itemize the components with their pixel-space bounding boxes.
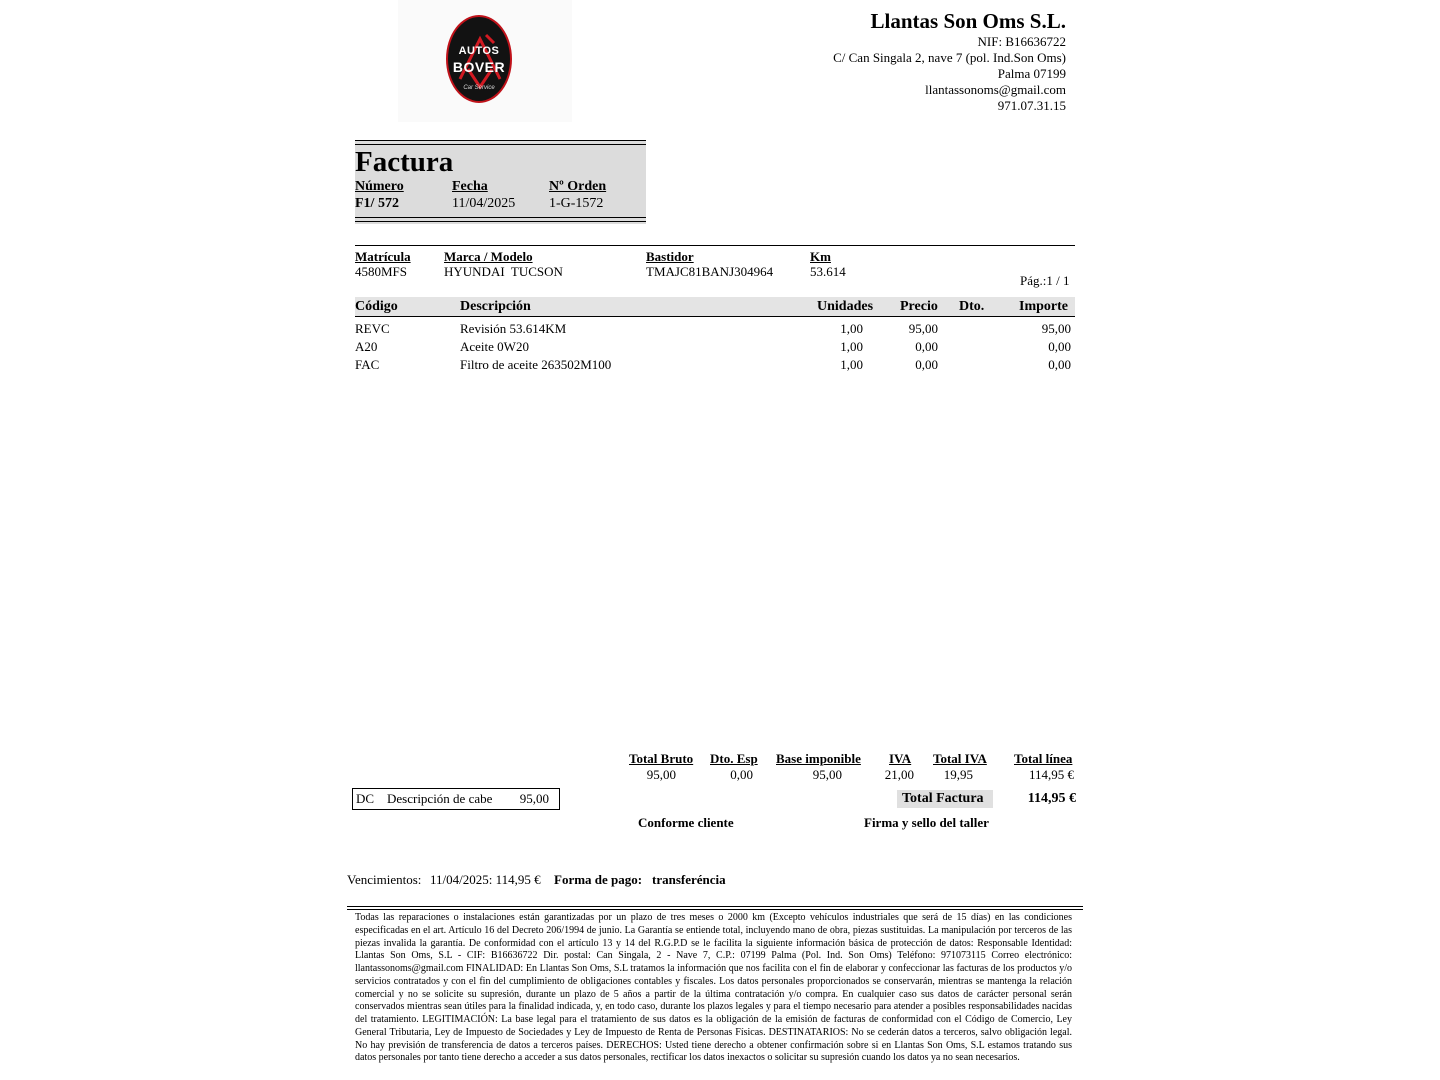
dto-esp-label: Dto. Esp [710, 751, 758, 766]
col-precio: Precio [900, 299, 938, 314]
row-importe: 0,00 [1048, 339, 1071, 354]
row-unidades: 1,00 [840, 339, 863, 354]
row-precio: 0,00 [915, 339, 938, 354]
company-nif: NIF: B16636722 [977, 34, 1066, 49]
total-factura-label: Total Factura [902, 791, 984, 806]
vencimientos-label: Vencimientos: [347, 872, 422, 887]
row-importe: 0,00 [1048, 357, 1071, 372]
logo-text-main: BOVER [452, 59, 506, 75]
company-phone: 971.07.31.15 [997, 98, 1066, 113]
dc-amount: 95,00 [519, 791, 549, 806]
bastidor-value: TMAJC81BANJ304964 [646, 264, 774, 279]
divider [355, 316, 1075, 317]
row-importe: 95,00 [1041, 321, 1071, 336]
dc-code: DC [356, 791, 375, 806]
company-name: Llantas Son Oms S.L. [870, 9, 1066, 33]
marca-value: HYUNDAI TUCSON [444, 264, 563, 279]
legal-terms: Todas las reparaciones o instalaciones están garantizadas por un plazo de tres meses o 2000 km (Excepto vehículos industriales que será de 15 días) en las condiciones especificadas en el art. Artículo 16 del Decreto 206/1994 de junio. La Garantía se entiende total, incluyendo mano de obra, piezas sustituidas. La manipulación por terceros de las piezas invalida la garantía. De conformidad con el artículo 13 y 14 del R.G.P.D se le facilita la siguiente información básica de protección de datos: Responsable Identidad: Llantas Son Oms, S.L - CIF: B16636722 Dir. postal: Can Singala, 2 - Nave 7, C.P.: 07199 Palma (Pol. Ind. Son Oms) Teléfono: 971073115 Correo electrónico: llantassonoms@gmail.com FINALIDAD: En Llantas Son Oms, S.L tratamos la información que nos facilita con el fin de elaborar y confeccionar las facturas de los productos y/o servicios contratados y con el fin del cumplimiento de obligaciones contables y fiscales. Los datos personales proporcionados se conservarán, mientras se mantenga la relación comercial y no se solicite su supresión, durante un plazo de 5 años a partir de la última contratación y/o compra. En cualquier caso sus datos de carácter personal serán conservados mientras sean útiles para la finalidad indicada, y, en todo caso, durante los plazos legales y para el tiempo necesario para atender a posibles responsabilidades nacidas del tratamiento. LEGITIMACIÓN: La base legal para el tratamiento de sus datos es la obligación de la emisión de facturas de conformidad con el Código de Comercio, Ley General Tributaria, Ley de Impuesto de Sociedades y Ley de Impuesto de Renta de Personas Físicas. DESTINATARIOS: No se cederán datos a terceros, salvo obligación legal. No hay previsión de transferencia de datos a terceros países. DERECHOS: Usted tiene derecho a obtener confirmación sobre si en Llantas Son Oms, S.L estamos tratando sus datos personales por tanto tiene derecho a acceder a sus datos personales, rectificar los datos inexactos o solicitar su supresión cuando los datos ya no sean necesarios. [355, 912, 1072, 1064]
km-label: Km [810, 249, 831, 264]
page-number: Pág.:1 / 1 [1020, 273, 1070, 288]
signature-taller: Firma y sello del taller [864, 815, 989, 830]
row-descripcion: Revisión 53.614KM [460, 321, 567, 336]
vencimientos-value: 11/04/2025: 114,95 € [430, 872, 541, 887]
col-descripcion: Descripción [460, 299, 531, 314]
row-codigo: REVC [355, 321, 390, 336]
total-iva-label: Total IVA [933, 751, 987, 766]
divider [347, 909, 1083, 910]
col-codigo: Código [355, 299, 398, 314]
dto-esp-value: 0,00 [730, 767, 753, 782]
orden-label: Nº Orden [549, 179, 607, 194]
row-unidades: 1,00 [840, 321, 863, 336]
divider [355, 221, 646, 222]
invoice-order: 1-G-1572 [549, 196, 604, 211]
signature-cliente: Conforme cliente [638, 815, 734, 830]
divider [355, 245, 1075, 246]
col-dto: Dto. [959, 299, 985, 314]
row-descripcion: Aceite 0W20 [460, 339, 529, 354]
company-address: C/ Can Singala 2, nave 7 (pol. Ind.Son Oms) [833, 50, 1066, 65]
dc-description: Descripción de cabe [387, 791, 493, 806]
base-imponible-value: 95,00 [812, 767, 842, 782]
row-descripcion: Filtro de aceite 263502M100 [460, 357, 612, 372]
company-city: Palma 07199 [997, 66, 1066, 81]
iva-label: IVA [889, 751, 912, 766]
total-linea-value: 114,95 € [1028, 767, 1074, 782]
invoice-date: 11/04/2025 [452, 196, 516, 211]
total-bruto-label: Total Bruto [629, 751, 694, 766]
total-iva-value: 19,95 [943, 767, 973, 782]
invoice-title: Factura [355, 146, 454, 178]
divider [355, 140, 646, 141]
divider [355, 217, 646, 218]
dc-box [352, 788, 560, 810]
row-precio: 0,00 [915, 357, 938, 372]
total-factura-value: 114,95 € [1027, 791, 1076, 806]
divider [347, 906, 1083, 907]
matricula-label: Matrícula [355, 249, 411, 264]
row-unidades: 1,00 [840, 357, 863, 372]
row-precio: 95,00 [908, 321, 938, 336]
bastidor-label: Bastidor [646, 249, 694, 264]
company-logo [446, 15, 512, 103]
forma-pago-value: transferéncia [652, 872, 726, 887]
logo-text-sub: Car Service [463, 85, 495, 91]
company-email: llantassonoms@gmail.com [925, 82, 1066, 97]
logo-text-top: AUTOS [458, 45, 500, 57]
km-value: 53.614 [810, 264, 846, 279]
numero-label: Número [355, 179, 404, 194]
marca-label: Marca / Modelo [444, 249, 533, 264]
row-codigo: A20 [355, 339, 378, 354]
base-imponible-label: Base imponible [776, 751, 861, 766]
invoice-number: F1/ 572 [355, 196, 399, 211]
total-bruto-value: 95,00 [646, 767, 676, 782]
row-codigo: FAC [355, 357, 380, 372]
fecha-label: Fecha [452, 179, 488, 194]
forma-pago-label: Forma de pago: [554, 872, 643, 887]
iva-value: 21,00 [884, 767, 914, 782]
matricula-value: 4580MFS [355, 264, 408, 279]
col-unidades: Unidades [817, 299, 874, 314]
col-importe: Importe [1019, 299, 1068, 314]
total-linea-label: Total línea [1014, 751, 1073, 766]
company-info [833, 8, 1066, 114]
